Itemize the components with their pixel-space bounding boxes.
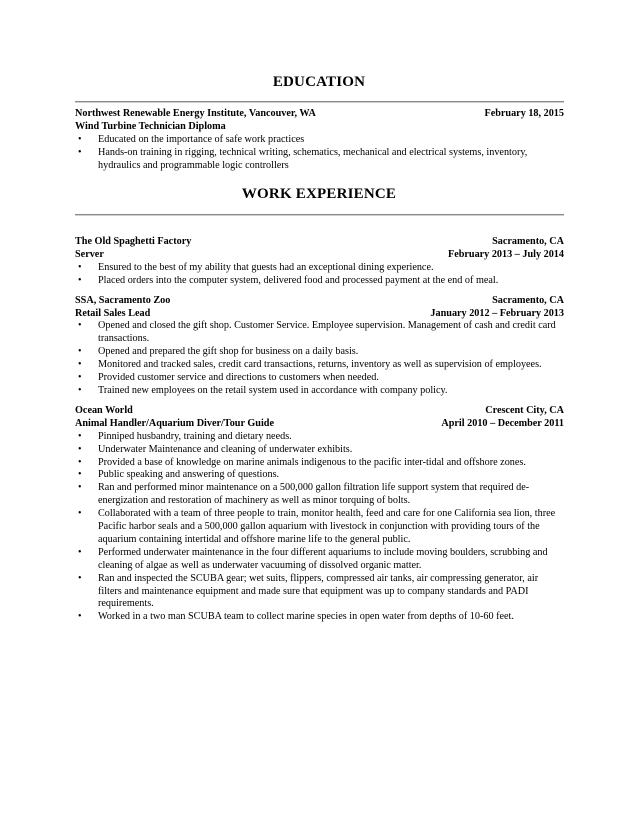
- job-title: Retail Sales Lead: [75, 307, 151, 319]
- list-item: • Ran and performed minor maintenance on a 500,000 gallon filtration life support system that required de-energization and restoration of machinery as well as minor torquing of bolts.: [78, 482, 530, 507]
- bullet-icon: •: [78, 320, 82, 332]
- list-item: • Pinniped husbandry, training and dietary needs.: [78, 430, 292, 442]
- education-school-row: [75, 108, 564, 121]
- education-bullets: [75, 134, 564, 173]
- list-item: • Worked in a two man SCUBA team to collect marine species in open water from depths of 10-60 feet.: [78, 611, 514, 623]
- work-experience-divider: [75, 214, 564, 216]
- education-heading: EDUCATION: [272, 74, 366, 90]
- bullet-icon: •: [78, 456, 82, 468]
- job-dates: January 2012 – February 2013: [430, 307, 564, 319]
- list-item: • Ensured to the best of my ability that guests had an exceptional dining experience.: [78, 261, 434, 273]
- job-header-row: [75, 295, 564, 308]
- bullet-icon: •: [78, 443, 82, 455]
- bullet-icon: •: [78, 469, 82, 481]
- bullet-icon: •: [78, 546, 82, 558]
- school-name: Northwest Renewable Energy Institute, Vancouver, WA: [75, 108, 316, 119]
- bullet-icon: •: [78, 572, 82, 584]
- job-location: Sacramento, CA: [492, 294, 564, 306]
- job-title: Server: [75, 248, 104, 260]
- job-location: Crescent City, CA: [485, 404, 564, 416]
- bullet-icon: •: [78, 133, 82, 145]
- bullet-icon: •: [78, 372, 82, 384]
- bullet-icon: •: [78, 261, 82, 273]
- list-item: • Educated on the importance of safe work practices: [78, 133, 305, 145]
- list-item: • Ran and inspected the SCUBA gear; wet suits, flippers, compressed air tanks, air compressing generator, air filters and maintenance equipment and made sure that equipment was up to company standards and PADI requirements.: [78, 572, 539, 610]
- job-entry: [75, 236, 564, 288]
- graduation-date: February 18, 2015: [484, 108, 564, 119]
- bullet-icon: •: [78, 146, 82, 158]
- job-dates: February 2013 – July 2014: [447, 248, 564, 260]
- list-item: • Collaborated with a team of three people to train, monitor health, feed and care for one California sea lion, three Pacific harbor seals and a 500,000 gallon aquarium with livestock in conjunction with providing tours of the aquarium containing intertidal and offshore marine life to the general public.: [78, 508, 556, 545]
- bullet-icon: •: [78, 430, 82, 442]
- list-item: • Provided customer service and directions to customers when needed.: [78, 372, 379, 384]
- job-location: Sacramento, CA: [492, 236, 564, 247]
- job-entry: [75, 295, 564, 398]
- list-item: • Opened and closed the gift shop. Customer Service. Employee supervision. Management of cash and credit card transactions.: [78, 320, 556, 345]
- job-header-row: [75, 405, 564, 418]
- job-role-row: [75, 308, 564, 321]
- job-header-row: [75, 236, 564, 249]
- education-divider: [75, 101, 564, 103]
- job-dates: April 2010 – December 2011: [441, 417, 564, 429]
- education-degree-row: [75, 121, 564, 134]
- list-item: • Opened and prepared the gift shop for business on a daily basis.: [78, 346, 359, 358]
- job-bullets: [75, 320, 564, 397]
- degree-name: Wind Turbine Technician Diploma: [75, 120, 226, 132]
- list-item: • Provided a base of knowledge on marine animals indigenous to the pacific inter-tidal and offshore zones.: [78, 456, 526, 468]
- list-item: • Underwater Maintenance and cleaning of underwater exhibits.: [78, 443, 353, 455]
- list-item: • Hands-on training in rigging, technical writing, schematics, mechanical and electrical systems, inventory, hydraulics and programmable logic controllers: [78, 146, 528, 171]
- bullet-icon: •: [78, 384, 82, 396]
- education-entry: [75, 108, 564, 173]
- list-item: • Monitored and tracked sales, credit card transactions, returns, inventory as well as supervision of employees.: [78, 359, 542, 371]
- job-role-row: [75, 249, 564, 262]
- job-bullets: [75, 431, 564, 625]
- employer-name: SSA, Sacramento Zoo: [75, 294, 171, 306]
- list-item: • Placed orders into the computer system, delivered food and processed payment at the end of meal.: [78, 274, 499, 286]
- employer-name: The Old Spaghetti Factory: [75, 236, 192, 247]
- employer-name: Ocean World: [75, 404, 133, 416]
- bullet-icon: •: [78, 346, 82, 358]
- list-item: • Trained new employees on the retail system used in accordance with company policy.: [78, 384, 448, 396]
- bullet-icon: •: [78, 482, 82, 494]
- job-title: Animal Handler/Aquarium Diver/Tour Guide: [75, 417, 274, 429]
- bullet-icon: •: [78, 359, 82, 371]
- work-experience-heading: WORK EXPERIENCE: [241, 186, 397, 202]
- bullet-icon: •: [78, 508, 82, 520]
- job-bullets: [75, 262, 564, 288]
- bullet-icon: •: [78, 274, 82, 286]
- list-item: • Performed underwater maintenance in the four different aquariums to include moving boulders, scrubbing and cleaning of algae as well as underwater vacuuming of dissolved organic matter.: [78, 546, 548, 571]
- job-role-row: [75, 418, 564, 431]
- list-item: • Public speaking and answering of questions.: [78, 469, 280, 481]
- work-experience-list: [75, 236, 564, 624]
- bullet-icon: •: [78, 611, 82, 623]
- job-entry: [75, 405, 564, 624]
